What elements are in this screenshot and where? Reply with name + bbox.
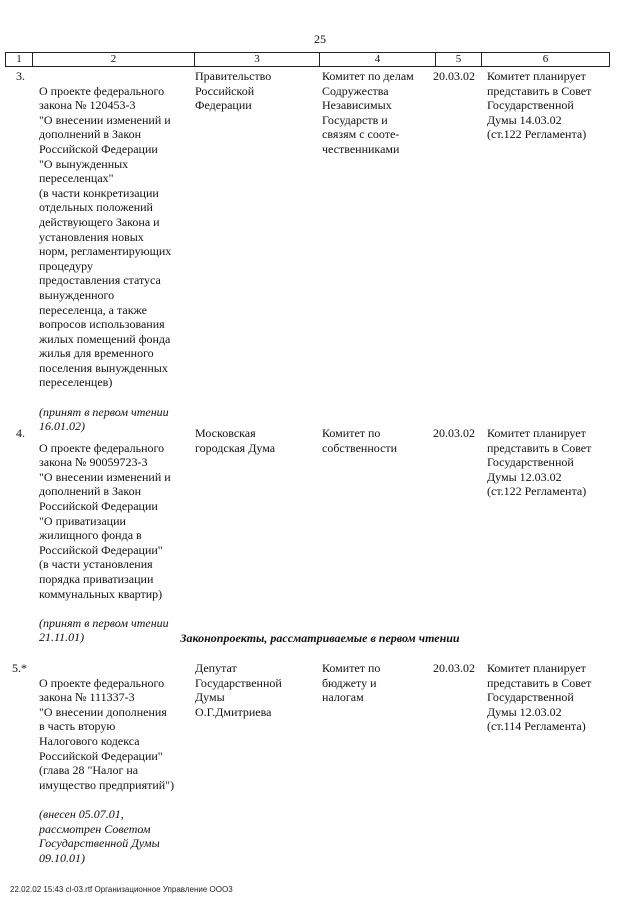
responsible-committee: Комитет по бюджету и налогам [322,661,381,705]
responsible-committee: Комитет по собственности [322,426,398,455]
bill-description: О проекте федерального закона № 111337-3 "О внесении дополнения в часть вторую Налогового кодекса Российской Федерации" (глава 28 "Налог на имущество предприятий") [39,675,175,792]
committee-plan: Комитет планирует представить в Совет Государственной Думы 12.03.02 (ст.122 Регламента) [487,426,592,499]
column-header: 2 [33,53,195,66]
row-number: 4. [16,426,25,440]
table-header [5,52,610,67]
column-header: 5 [436,53,482,66]
responsible-committee: Комитет по делам Содружества Независимых Государств и связям с соотe- чественниками [322,69,414,156]
committee-plan: Комитет планирует представить в Совет Государственной Думы 14.03.02 (ст.122 Регламента) [487,69,592,142]
review-date: 20.03.02 [433,426,475,440]
row-number: 3. [16,69,25,83]
column-header: 1 [6,53,33,66]
bill-author: Депутат Государственной Думы О.Г.Дмитриева [195,661,282,719]
bill-status-note: (принят в первом чтении 16.01.02) [39,404,169,434]
review-date: 20.03.02 [433,69,475,83]
column-header: 3 [195,53,320,66]
section-heading: Законопроекты, рассматриваемые в первом чтении [180,631,460,645]
bill-description: О проекте федерального закона № 120453-3 "О внесении изменений и дополнений в Закон Российской Федерации "О вынужденных переселенцах" (в части конкретизации отдельных положений действующего Закона и установления новых норм, регламентирующих процедуру предоставления статуса вынужденного переселенца, а также вопросов использования жилых помещений фонда жилья для временного поселения вынужденных переселенцев) [39,83,172,390]
bill-title [39,69,189,448]
bill-author: Правительство Российской Федерации [195,69,272,113]
column-header: 6 [542,53,549,65]
column-header: 4 [320,53,436,66]
bill-description: О проекте федерального закона № 90059723-3 "О внесении изменений и дополнений в Закон Российской Федерации "О приватизации жилищного фонда в Российской Федерации" (в части установления порядка приватизации коммунальных квартир) [39,440,171,601]
bill-status-note: (принят в первом чтении 21.11.01) [39,615,169,645]
document-footer: 22.02.02 15:43 cl-03.rtf Организационное Управление ООО3 [10,885,233,894]
page-number: 25 [314,32,326,46]
committee-plan: Комитет планирует представить в Совет Государственной Думы 12.03.02 (ст.114 Регламента) [487,661,592,734]
row-number: 5.* [12,661,27,675]
bill-author: Московская городская Дума [195,426,276,455]
bill-title [39,661,189,880]
bill-title [39,426,189,660]
review-date: 20.03.02 [433,661,475,675]
bill-status-note: (внесен 05.07.01, рассмотрен Советом Государственной Думы 09.10.01) [39,806,160,865]
